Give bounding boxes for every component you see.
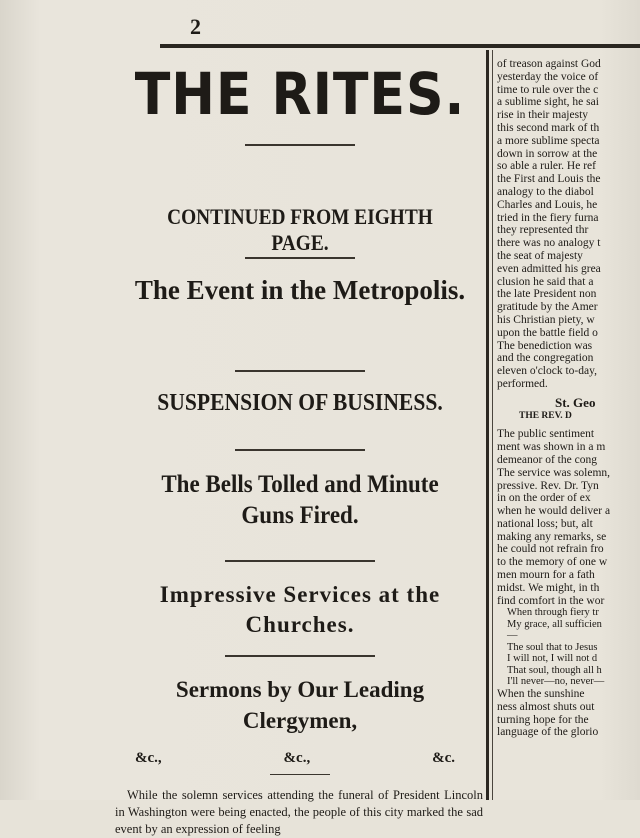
- column-line: making any remarks, se: [497, 530, 607, 543]
- divider-rule: [235, 370, 365, 372]
- column-line: The service was solemn,: [497, 466, 611, 479]
- column-line: When the sunshine: [497, 687, 585, 700]
- column-line: upon the battle field o: [497, 326, 598, 339]
- column-line: The benediction was: [497, 339, 593, 352]
- column-text-bottom: [497, 688, 640, 739]
- column-line: time to rule over the c: [497, 83, 599, 96]
- column-line: My grace, all sufficien: [507, 618, 602, 630]
- divider-rule: [270, 774, 330, 775]
- top-rule: [160, 44, 640, 48]
- column-line: performed.: [497, 377, 548, 390]
- column-line: gratitude by the Amer: [497, 301, 598, 314]
- column-line: so able a ruler. He ref: [497, 160, 596, 173]
- divider-rule: [225, 655, 375, 657]
- divider-rule: [245, 144, 355, 146]
- section-heading: St. Geo: [555, 394, 596, 410]
- column-line: and the congregation: [497, 352, 594, 365]
- deck-metropolis: The Event in the Metropolis.: [134, 275, 466, 305]
- column-line: demeanor of the cong: [497, 453, 597, 466]
- column-divider: [486, 50, 489, 800]
- column-line: down in sorrow at the: [497, 147, 598, 160]
- column-line: the seat of majesty: [497, 249, 583, 262]
- column-line: analogy to the diabol: [497, 185, 594, 198]
- column-line: ness almost shuts out: [497, 700, 595, 713]
- column-line: his Christian piety, w: [497, 313, 595, 326]
- deck-bells: The Bells Tolled and Minute Guns Fired.: [161, 471, 439, 529]
- section-subheading: THE REV. D: [519, 410, 572, 421]
- column-line: even admitted his grea: [497, 262, 601, 275]
- column-line: find comfort in the wor: [497, 594, 605, 607]
- divider-rule: [245, 257, 355, 259]
- column-line: a more sublime specta: [497, 134, 600, 147]
- column-line: I'll never—no, never—: [507, 676, 605, 688]
- column-line: yesterday the voice of: [497, 70, 599, 83]
- adjacent-column: [497, 58, 640, 800]
- column-line: they represented thr: [497, 224, 589, 237]
- etc-mark: &c.: [432, 750, 455, 766]
- column-text-top: [497, 58, 640, 391]
- etc-mark: &c.,: [283, 750, 311, 766]
- deck-services: Impressive Services at the Churches.: [159, 582, 441, 637]
- column-line: eleven o'clock to-day,: [497, 365, 597, 378]
- column-line: in on the order of ex: [497, 492, 591, 505]
- etc-row: [135, 750, 455, 767]
- column-line: to the memory of one w: [497, 556, 608, 569]
- headline-column: [115, 52, 485, 836]
- column-poem: [497, 607, 640, 688]
- column-line: the First and Louis the: [497, 173, 601, 186]
- column-line: That soul, though all h: [507, 664, 602, 676]
- column-line: language of the glorio: [497, 726, 599, 739]
- column-line: The soul that to Jesus: [507, 641, 598, 653]
- column-line: he could not refrain fro: [497, 543, 604, 556]
- column-line: national loss; but, alt: [497, 517, 593, 530]
- divider-rule: [235, 449, 365, 451]
- column-line: tried in the fiery furna: [497, 211, 599, 224]
- deck-continued: CONTINUED FROM EIGHTH PAGE.: [167, 204, 433, 255]
- column-line: pressive. Rev. Dr. Tyn: [497, 479, 599, 492]
- column-line: of treason against God: [497, 58, 601, 70]
- column-text-middle: [497, 428, 640, 607]
- article-body: [115, 787, 483, 838]
- headline-title: THE RITES.: [134, 60, 466, 128]
- etc-mark: &c.,: [135, 750, 162, 766]
- column-line: When through fiery tr: [507, 607, 599, 619]
- column-line: ment was shown in a m: [497, 441, 606, 454]
- deck-suspension: SUSPENSION OF BUSINESS.: [157, 390, 443, 416]
- column-line: —: [507, 630, 518, 642]
- column-line: a sublime sight, he sai: [497, 96, 599, 109]
- column-line: midst. We might, in th: [497, 581, 600, 594]
- column-line: Charles and Louis, he: [497, 198, 598, 211]
- column-divider: [492, 50, 493, 800]
- column-line: clusion he said that a: [497, 275, 594, 288]
- column-line: when he would deliver a: [497, 505, 611, 518]
- column-line: turning hope for the: [497, 713, 589, 726]
- deck-sermons: Sermons by Our Leading Clergymen,: [175, 677, 425, 733]
- article-paragraph: While the solemn services attending the funeral of President Lincoln in Washington were being enacted, the people of this city marked the sad event by an expression of feeling: [115, 788, 483, 836]
- page-number: 2: [190, 14, 201, 39]
- column-line: the late President non: [497, 288, 597, 301]
- column-line: this second mark of th: [497, 121, 600, 134]
- column-line: men mourn for a fath: [497, 569, 595, 582]
- column-line: rise in their majesty: [497, 109, 589, 122]
- column-line: The public sentiment: [497, 428, 595, 441]
- divider-rule: [225, 560, 375, 562]
- column-line: I will not, I will not d: [507, 653, 598, 665]
- column-line: there was no analogy t: [497, 237, 601, 250]
